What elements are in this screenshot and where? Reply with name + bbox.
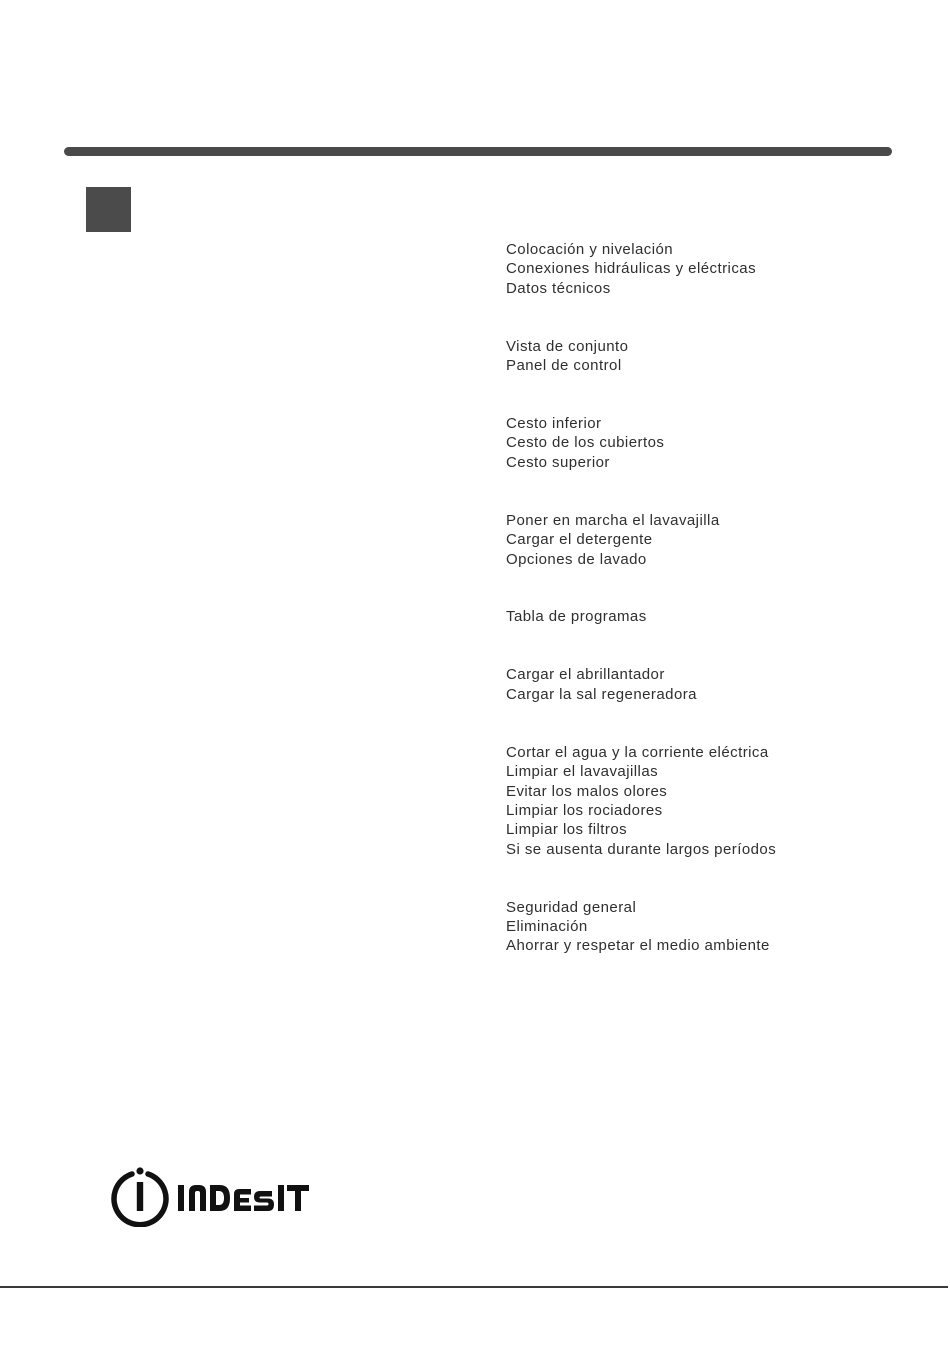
- toc-item: Poner en marcha el lavavajilla: [506, 511, 720, 529]
- toc-item: Cargar la sal regeneradora: [506, 685, 697, 703]
- toc-item: Limpiar el lavavajillas: [506, 763, 659, 781]
- language-square-marker: [86, 187, 131, 232]
- toc-item: Si se ausenta durante largos períodos: [506, 840, 777, 858]
- table-of-contents: [506, 240, 936, 994]
- toc-item: Seguridad general: [506, 898, 637, 916]
- toc-group-safety: [506, 898, 936, 956]
- indesit-logo: [110, 1165, 330, 1227]
- toc-item: Eliminación: [506, 918, 588, 936]
- toc-item: Cesto superior: [506, 453, 610, 471]
- toc-item: Evitar los malos olores: [506, 782, 668, 800]
- toc-item: Panel de control: [506, 357, 622, 375]
- toc-item: Tabla de programas: [506, 608, 647, 626]
- toc-item: Cortar el agua y la corriente eléctrica: [506, 743, 769, 761]
- toc-group-start: [506, 511, 936, 569]
- toc-item: Cesto de los cubiertos: [506, 434, 665, 452]
- toc-item: Limpiar los filtros: [506, 821, 628, 839]
- indesit-emblem-icon: [114, 1167, 166, 1224]
- toc-item: Opciones de lavado: [506, 550, 647, 568]
- toc-item: Colocación y nivelación: [506, 241, 674, 258]
- toc-group-loading: [506, 414, 936, 472]
- toc-group-programs: [506, 607, 936, 626]
- toc-item: Conexiones hidráulicas y eléctricas: [506, 260, 757, 278]
- bottom-divider-line: [0, 1286, 948, 1288]
- toc-item: Datos técnicos: [506, 279, 611, 297]
- toc-item: Vista de conjunto: [506, 337, 629, 355]
- top-divider-bar: [64, 147, 892, 156]
- toc-item: Limpiar los rociadores: [506, 801, 663, 819]
- toc-item: Ahorrar y respetar el medio ambiente: [506, 937, 770, 955]
- toc-group-maintenance: [506, 743, 936, 859]
- toc-item: Cargar el detergente: [506, 531, 653, 549]
- toc-item: Cesto inferior: [506, 415, 602, 433]
- indesit-wordmark: [178, 1185, 309, 1211]
- toc-group-rinse-salt: [506, 665, 936, 704]
- toc-group-installation: [506, 240, 936, 298]
- toc-item: Cargar el abrillantador: [506, 666, 665, 684]
- toc-group-description: [506, 337, 936, 376]
